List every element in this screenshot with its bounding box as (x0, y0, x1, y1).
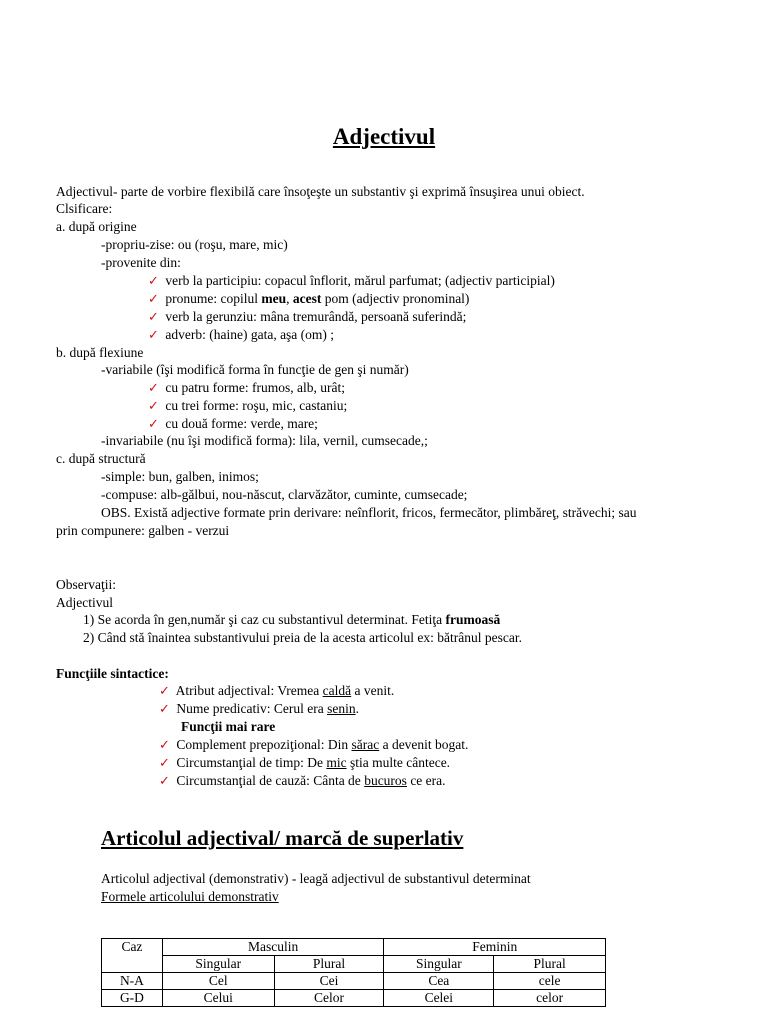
checkmark-icon: ✓ (148, 309, 159, 324)
table-header-m-plural: Plural (274, 956, 384, 973)
checkmark-icon: ✓ (159, 773, 170, 788)
flexion-invariable: -invariabile (nu îşi modifică forma): lila, vernil, cumsecade,; (101, 433, 428, 448)
observation-item-2: 2) Când stă înaintea substantivului preia de la acesta articolul ex: bătrânul pescar. (83, 630, 522, 645)
table-header-case: Caz (102, 939, 163, 973)
section-heading: Articolul adjectival/ marcă de superlativ (101, 826, 464, 850)
checkmark-icon: ✓ (159, 737, 170, 752)
checkmark-icon: ✓ (148, 327, 159, 342)
list-item: ✓ Nume predicativ: Cerul era senin. (159, 701, 359, 716)
checkmark-icon: ✓ (159, 701, 170, 716)
checkmark-icon: ✓ (148, 291, 159, 306)
flexion-heading: b. după flexiune (56, 345, 144, 360)
table-header-feminine: Feminin (384, 939, 606, 956)
observation-item-1: 1) Se acorda în gen,număr şi caz cu substantivul determinat. Fetiţa frumoasă (83, 612, 501, 627)
classification-label: Clsificare: (56, 201, 113, 216)
table-cell: Celei (384, 990, 494, 1007)
list-item: ✓ Atribut adjectival: Vremea caldă a venit. (159, 683, 395, 698)
list-item: ✓ cu trei forme: roşu, mic, castaniu; (148, 398, 348, 413)
structure-compound: -compuse: alb-gălbui, nou-născut, clarvăzător, cuminte, cumsecade; (101, 487, 468, 502)
observations-heading: Observaţii: (56, 577, 116, 592)
checkmark-icon: ✓ (159, 755, 170, 770)
checkmark-icon: ✓ (148, 380, 159, 395)
list-item: ✓ pronume: copilul meu, acest pom (adjectiv pronominal) (148, 291, 470, 306)
article-definition: Articolul adjectival (demonstrativ) - leagă adjectivul de substantivul determinat (101, 871, 531, 886)
list-item: ✓ cu patru forme: frumos, alb, urât; (148, 380, 345, 395)
functions-heading: Funcţiile sintactice: (56, 666, 169, 681)
article-forms-table (101, 938, 606, 1007)
list-item: ✓ Circumstanţial de timp: De mic ştia multe cântece. (159, 755, 451, 770)
obs-line-2: prin compunere: galben - verzui (56, 523, 230, 538)
observations-subject: Adjectivul (56, 595, 113, 610)
origin-heading: a. după origine (56, 219, 137, 234)
checkmark-icon: ✓ (148, 273, 159, 288)
page-title: Adjectivul (332, 124, 436, 149)
table-cell: Cel (162, 973, 274, 990)
structure-heading: c. după structură (56, 451, 146, 466)
flexion-variable: -variabile (îşi modifică forma în funcţie de gen şi număr) (101, 362, 409, 377)
list-item: ✓ adverb: (haine) gata, aşa (om) ; (148, 327, 335, 342)
checkmark-icon: ✓ (148, 398, 159, 413)
table-cell: Cei (274, 973, 384, 990)
list-item: ✓ cu două forme: verde, mare; (148, 416, 318, 431)
origin-derived-label: -provenite din: (101, 255, 181, 270)
table-cell: celor (494, 990, 606, 1007)
checkmark-icon: ✓ (148, 416, 159, 431)
rare-functions-heading: Funcţii mai rare (181, 719, 276, 734)
definition-text: Adjectivul- parte de vorbire flexibilă care însoţeşte un substantiv şi exprimă însuşirea unui obiect. (56, 184, 585, 199)
table-cell-case: G-D (102, 990, 163, 1007)
table-row (102, 990, 606, 1007)
table-header-m-singular: Singular (162, 956, 274, 973)
table-cell: Celor (274, 990, 384, 1007)
forms-label: Formele articolului demonstrativ (101, 889, 279, 904)
table-header-masculine: Masculin (162, 939, 384, 956)
checkmark-icon: ✓ (159, 683, 170, 698)
origin-proper: -propriu-zise: ou (roşu, mare, mic) (101, 237, 288, 252)
structure-simple: -simple: bun, galben, inimos; (101, 469, 259, 484)
list-item: ✓ verb la participiu: copacul înflorit, mărul parfumat; (adjectiv participial) (148, 273, 555, 288)
table-row (102, 973, 606, 990)
list-item: ✓ verb la gerunziu: mâna tremurândă, persoană suferindă; (148, 309, 467, 324)
table-cell: Celui (162, 990, 274, 1007)
table-header-f-plural: Plural (494, 956, 606, 973)
table-cell-case: N-A (102, 973, 163, 990)
obs-line-1: OBS. Există adjective formate prin derivare: neînflorit, fricos, fermecător, plimbăreţ, străvechi; sau (101, 505, 637, 520)
list-item: ✓ Complement prepoziţional: Din sărac a devenit bogat. (159, 737, 469, 752)
table-header-f-singular: Singular (384, 956, 494, 973)
list-item: ✓ Circumstanţial de cauză: Cânta de bucuros ce era. (159, 773, 446, 788)
table-cell: Cea (384, 973, 494, 990)
table-cell: cele (494, 973, 606, 990)
